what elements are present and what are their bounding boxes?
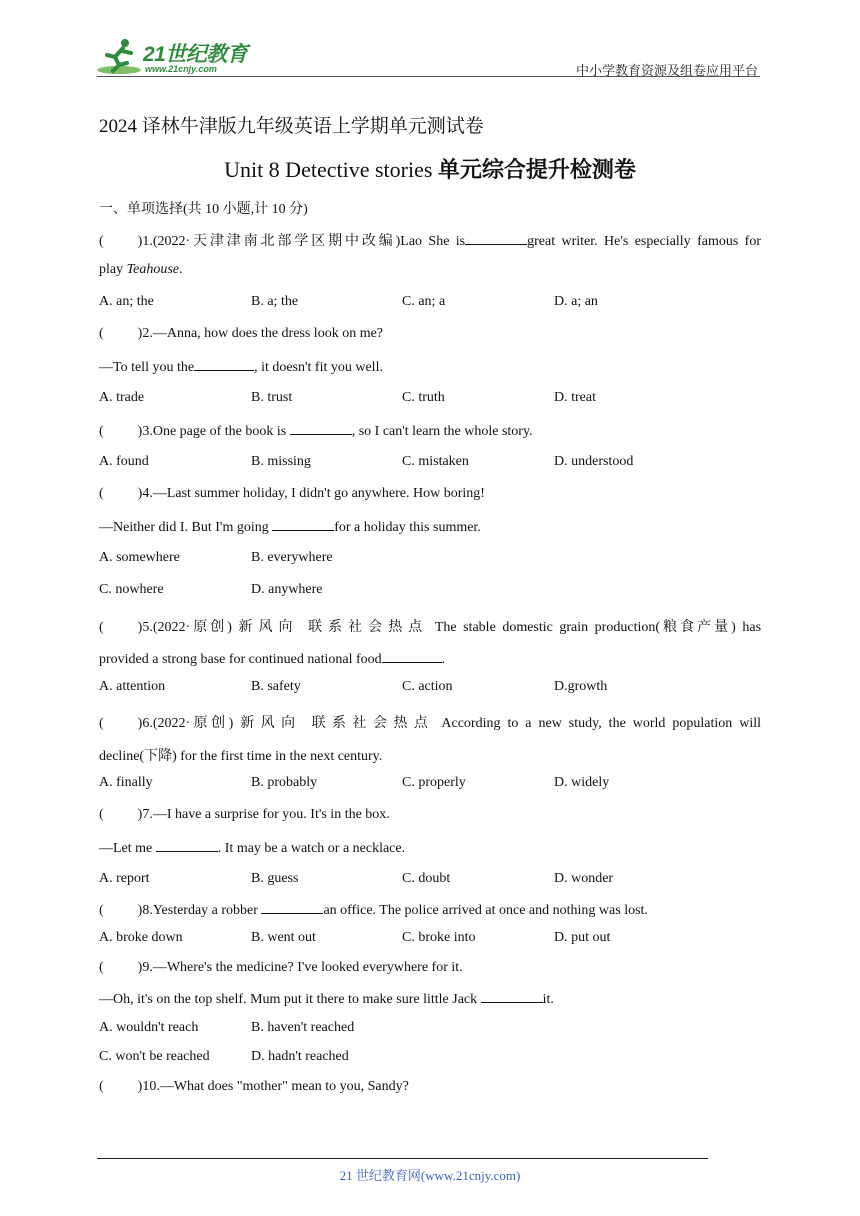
option-b: B. everywhere <box>251 550 333 565</box>
option-a: A. an; the <box>99 294 154 309</box>
option-d: D. wonder <box>554 871 614 886</box>
option-b: B. trust <box>251 390 293 405</box>
question-4-line-1: ( )4.—Last summer holiday, I didn't go anywhere. How boring! <box>99 486 485 501</box>
option-b: B. guess <box>251 871 299 886</box>
footer-link[interactable]: 21 世纪教育网(www.21cnjy.com) <box>339 1168 521 1183</box>
option-c: C. an; a <box>402 294 446 309</box>
paper-title: 2024 译林牛津版九年级英语上学期单元测试卷 <box>99 116 484 137</box>
option-d: D. put out <box>554 930 611 945</box>
answer-blank[interactable] <box>382 650 442 663</box>
question-5-line-2: provided a strong base for continued national food . <box>99 652 446 667</box>
option-b: B. safety <box>251 679 301 694</box>
question-7-line-1: ( )7.—I have a surprise for you. It's in the box. <box>99 807 390 822</box>
option-d: D. widely <box>554 775 610 790</box>
option-a: A. finally <box>99 775 153 790</box>
answer-blank[interactable] <box>290 422 352 435</box>
question-9-line-1: ( )9.—Where's the medicine? I've looked everywhere for it. <box>99 960 463 975</box>
question-6-line-1: ( )6.(2022·原创) 新风向 联系社会热点 According to a new study, the world population will <box>99 716 762 731</box>
option-d: D.growth <box>554 679 608 694</box>
option-c: C. doubt <box>402 871 451 886</box>
question-7-line-2: —Let me . It may be a watch or a necklace. <box>99 841 406 856</box>
option-c: C. properly <box>402 775 466 790</box>
option-c: C. truth <box>402 390 445 405</box>
question-2-line-1: ( )2.—Anna, how does the dress look on me? <box>99 326 384 341</box>
answer-blank[interactable] <box>465 232 527 245</box>
answer-blank[interactable] <box>481 990 543 1003</box>
answer-blank[interactable] <box>261 901 323 914</box>
unit-title-cn: 单元综合提升检测卷 <box>437 157 636 182</box>
question-1-line-2: play Teahouse. <box>99 262 183 277</box>
option-a: A. trade <box>99 390 145 405</box>
option-b: B. a; the <box>251 294 299 309</box>
option-b: B. probably <box>251 775 318 790</box>
option-c: C. mistaken <box>402 454 469 469</box>
logo-text: 21世纪教育 <box>143 43 248 66</box>
header-divider <box>97 76 760 77</box>
question-10-line-1: ( )10.—What does "mother" mean to you, Sandy? <box>99 1079 409 1094</box>
question-2-line-2: —To tell you the , it doesn't fit you well. <box>99 360 383 375</box>
option-d: D. understood <box>554 454 634 469</box>
option-d: D. anywhere <box>251 582 323 597</box>
option-a: A. report <box>99 871 150 886</box>
question-5-line-1: ( )5.(2022·原创) 新风向 联系社会热点 The stable domestic grain production(粮食产量) has <box>99 620 762 635</box>
platform-name: 中小学教育资源及组卷应用平台 <box>575 63 758 78</box>
question-tag: 新风向 联系社会热点 <box>238 620 429 635</box>
question-tag: 新风向 联系社会热点 <box>240 716 435 731</box>
option-c: C. nowhere <box>99 582 164 597</box>
section-heading: 一、单项选择(共 10 小题,计 10 分) <box>99 202 308 217</box>
option-d: D. a; an <box>554 294 598 309</box>
option-c: C. won't be reached <box>99 1049 210 1064</box>
unit-title-en: Unit 8 Detective stories <box>224 157 438 182</box>
option-d: D. treat <box>554 390 596 405</box>
answer-blank[interactable] <box>272 518 334 531</box>
question-1-line-1: ( )1.(2022·天津津南北部学区期中改编)Lao She is great writer. He's especially famous for <box>99 234 761 249</box>
option-b: B. went out <box>251 930 316 945</box>
option-d: D. hadn't reached <box>251 1049 349 1064</box>
logo-url: www.21cnjy.com <box>145 64 217 74</box>
answer-blank[interactable] <box>156 839 218 852</box>
option-a: A. broke down <box>99 930 183 945</box>
option-a: A. wouldn't reach <box>99 1020 199 1035</box>
question-8-line-1: ( )8.Yesterday a robber an office. The police arrived at once and nothing was lost. <box>99 903 648 918</box>
option-c: C. action <box>402 679 453 694</box>
option-a: A. attention <box>99 679 166 694</box>
answer-blank[interactable] <box>194 358 254 371</box>
question-3-line-1: ( )3.One page of the book is , so I can't learn the whole story. <box>99 424 533 439</box>
option-b: B. missing <box>251 454 311 469</box>
question-4-line-2: —Neither did I. But I'm going for a holiday this summer. <box>99 520 481 535</box>
option-a: A. found <box>99 454 149 469</box>
question-6-line-2: decline(下降) for the first time in the next century. <box>99 749 383 764</box>
footer-divider <box>97 1158 708 1159</box>
option-b: B. haven't reached <box>251 1020 355 1035</box>
question-9-line-2: —Oh, it's on the top shelf. Mum put it there to make sure little Jack it. <box>99 992 554 1007</box>
option-c: C. broke into <box>402 930 476 945</box>
unit-title <box>0 153 860 184</box>
option-a: A. somewhere <box>99 550 180 565</box>
runner-logo-icon <box>95 37 145 77</box>
